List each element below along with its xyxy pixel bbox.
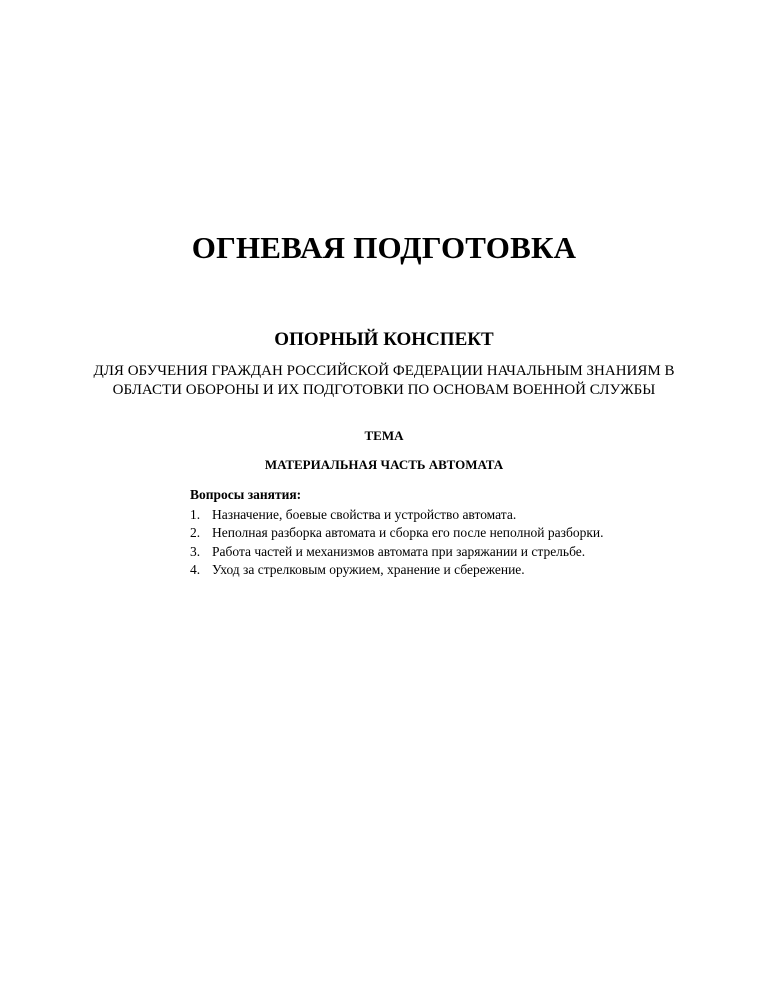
question-text: Неполная разборка автомата и сборка его после неполной разборки. [212, 525, 604, 540]
questions-list [190, 506, 730, 580]
description-line: ОБЛАСТИ ОБОРОНЫ И ИХ ПОДГОТОВКИ ПО ОСНОВАМ ВОЕННОЙ СЛУЖБЫ [112, 382, 656, 398]
list-item [190, 561, 730, 580]
description [40, 362, 728, 400]
question-text: Работа частей и механизмов автомата при заряжании и стрельбе. [212, 543, 586, 559]
description-line: ДЛЯ ОБУЧЕНИЯ ГРАЖДАН РОССИЙСКОЙ ФЕДЕРАЦИИ НАЧАЛЬНЫМ ЗНАНИЯМ В [93, 363, 675, 379]
question-number: 1. [190, 506, 201, 522]
list-item [190, 506, 730, 525]
theme-title: МАТЕРИАЛЬНАЯ ЧАСТЬ АВТОМАТА [264, 457, 504, 472]
question-number: 3. [190, 543, 201, 559]
question-text: Уход за стрелковым оружием, хранение и сбережение. [212, 562, 525, 577]
subtitle: ОПОРНЫЙ КОНСПЕКТ [274, 329, 494, 350]
question-number: 4. [190, 562, 201, 577]
main-title: ОГНЕВАЯ ПОДГОТОВКА [191, 230, 577, 265]
questions-heading: Вопросы занятия: [190, 487, 302, 502]
question-text: Назначение, боевые свойства и устройство автомата. [212, 506, 517, 522]
list-item [190, 543, 730, 562]
questions-section [190, 486, 730, 580]
list-item [190, 524, 730, 543]
theme-label: ТЕМА [364, 428, 404, 443]
question-number: 2. [190, 525, 201, 540]
